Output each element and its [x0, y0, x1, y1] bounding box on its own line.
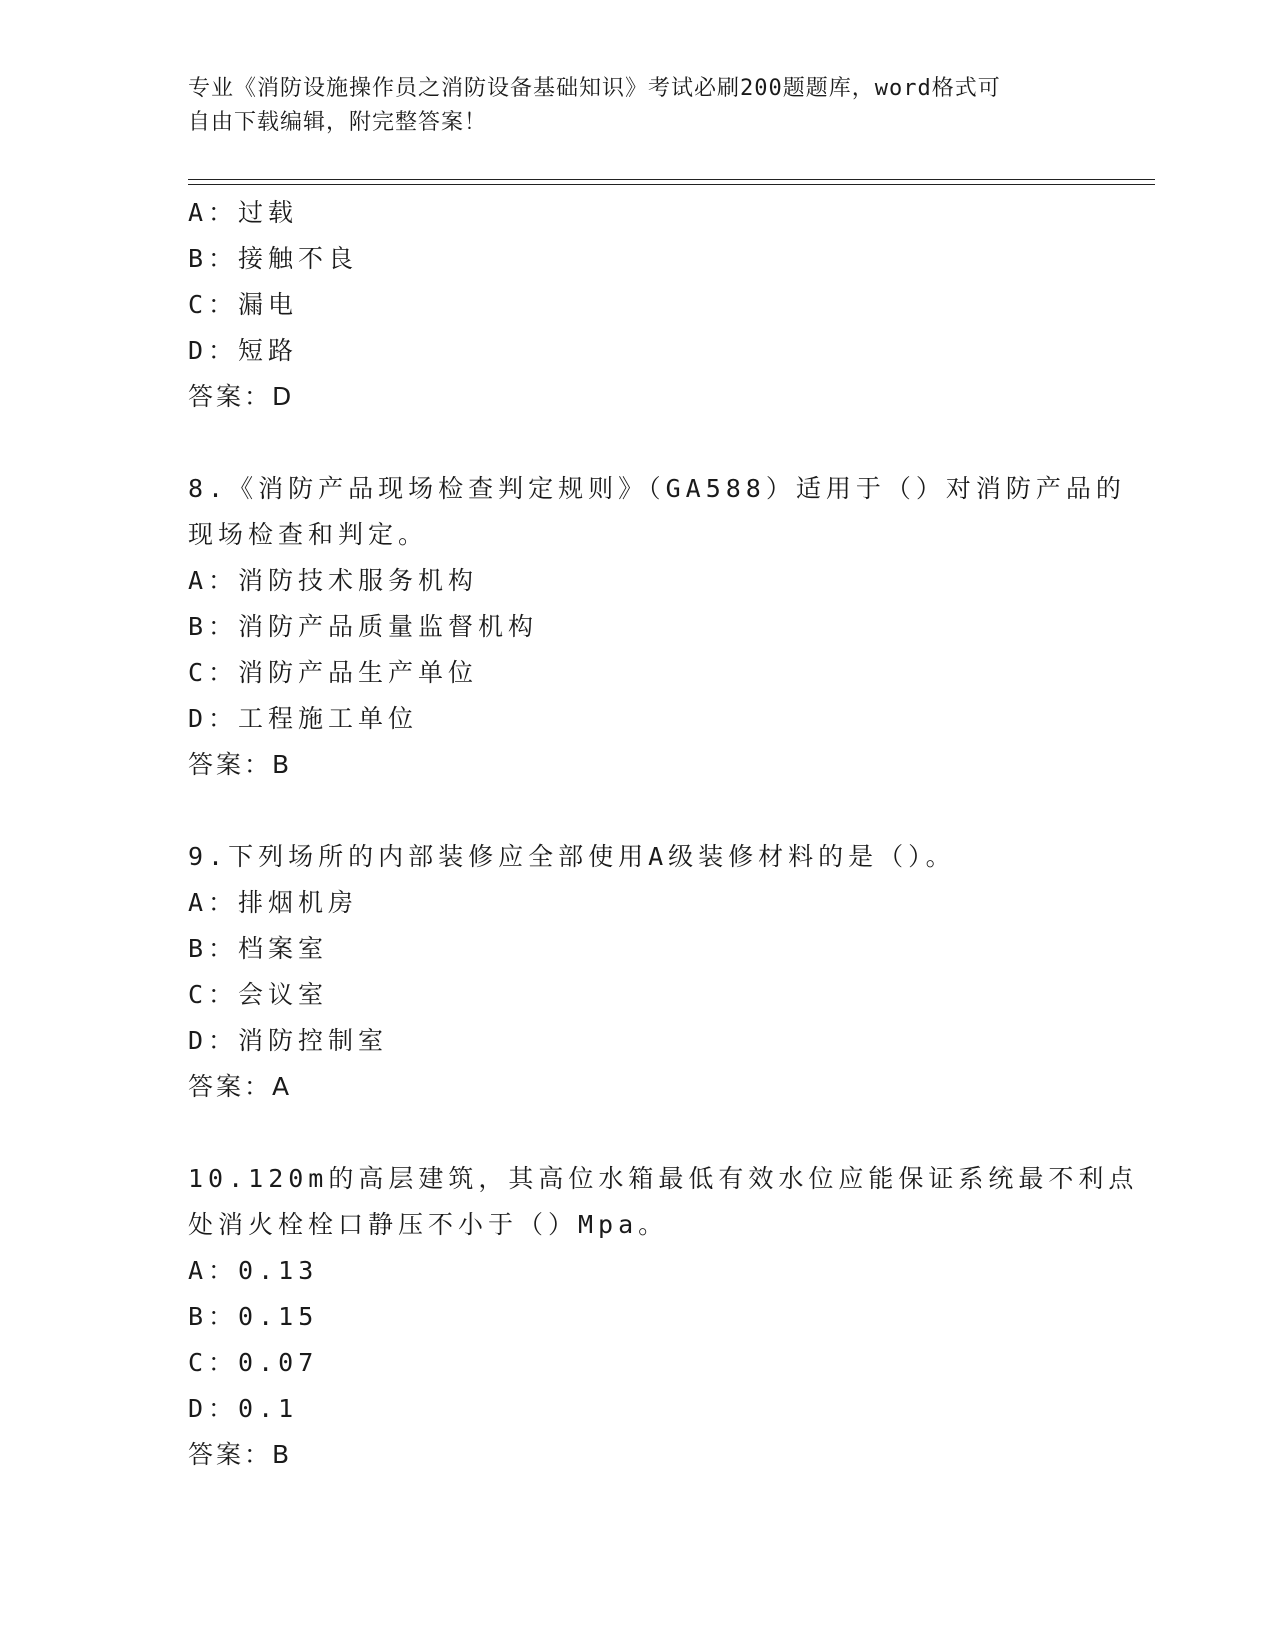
- option-b: B：档案室: [188, 934, 329, 963]
- document-header: [188, 72, 1088, 140]
- option-c: C：0.07: [188, 1348, 319, 1377]
- option-c: C：漏电: [188, 290, 299, 319]
- spacer: [188, 1110, 1118, 1156]
- option-c: C：会议室: [188, 980, 329, 1009]
- option-d: D：消防控制室: [188, 1026, 389, 1055]
- answer: 答案：B: [188, 750, 293, 779]
- header-line-1: 专业《消防设施操作员之消防设备基础知识》考试必刷200题题库，word格式可: [188, 76, 1001, 101]
- question-stem-line-2: 现场检查和判定。: [188, 520, 429, 549]
- option-d: D：0.1: [188, 1394, 299, 1423]
- option-a: A：过载: [188, 198, 299, 227]
- question-stem-line-2: 处消火栓栓口静压不小于（）Mpa。: [188, 1210, 669, 1239]
- question-stem-line-1: 9.下列场所的内部装修应全部使用A级装修材料的是（）。: [188, 842, 956, 871]
- header-divider-top: [188, 179, 1155, 180]
- option-b: B：0.15: [188, 1302, 319, 1331]
- question-stem-line-1: 10.120m的高层建筑，其高位水箱最低有效水位应能保证系统最不利点: [188, 1164, 1139, 1193]
- answer: 答案：D: [188, 382, 295, 411]
- question-9: [188, 834, 1118, 1110]
- option-a: A：排烟机房: [188, 888, 359, 917]
- question-7: [188, 190, 1118, 420]
- question-10: [188, 1156, 1139, 1478]
- spacer: [188, 788, 1118, 834]
- option-b: B：消防产品质量监督机构: [188, 612, 539, 641]
- option-a: A：消防技术服务机构: [188, 566, 479, 595]
- answer: 答案：B: [188, 1440, 293, 1469]
- option-a: A：0.13: [188, 1256, 319, 1285]
- option-d: D：工程施工单位: [188, 704, 419, 733]
- header-line-2: 自由下载编辑，附完整答案！: [188, 110, 488, 135]
- answer: 答案：A: [188, 1072, 293, 1101]
- header-divider-bottom: [188, 184, 1155, 185]
- question-list: [188, 190, 1139, 1478]
- option-c: C：消防产品生产单位: [188, 658, 479, 687]
- question-8: [188, 466, 1126, 788]
- spacer: [188, 420, 1118, 466]
- question-stem-line-1: 8.《消防产品现场检查判定规则》（GA588）适用于（）对消防产品的: [188, 474, 1126, 503]
- option-b: B：接触不良: [188, 244, 359, 273]
- option-d: D：短路: [188, 336, 299, 365]
